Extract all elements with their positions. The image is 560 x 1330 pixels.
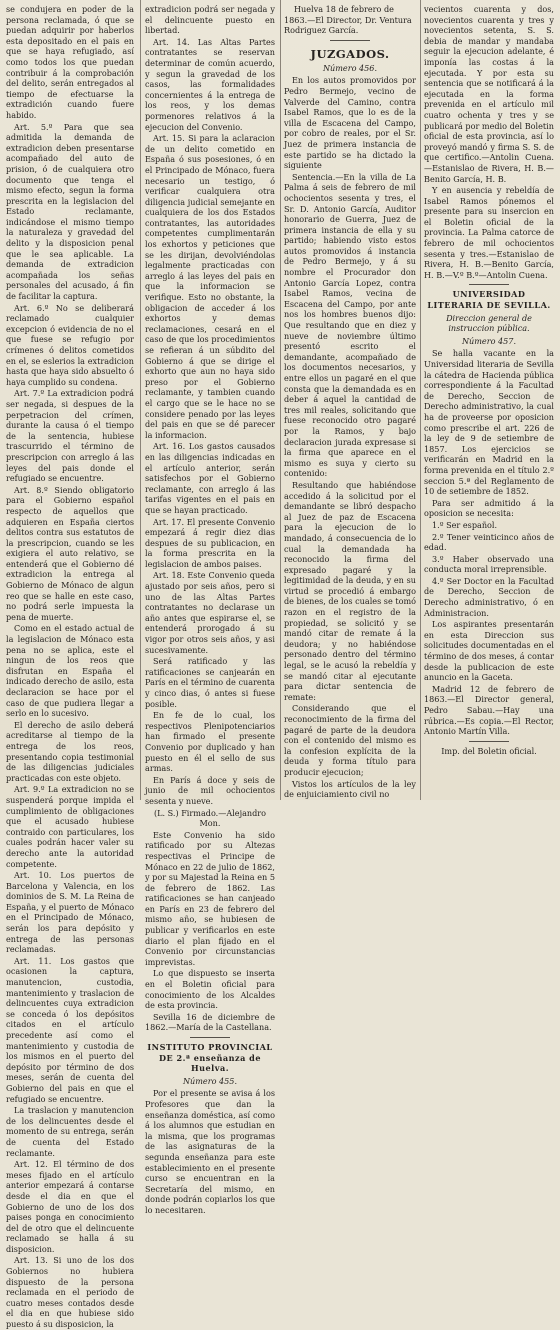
paragraph: El derecho de asilo deberá acreditarse al tiempo de la entrega de los reos, presentando copia testimonial de las diligencias judiciales practicadas con este objeto. xyxy=(6,719,134,783)
section-heading-juzgados: JUZGADOS. xyxy=(310,46,390,61)
date-line: En París á doce y seis de junio de mil ochocientos sesenta y nueve. xyxy=(145,774,275,806)
article-5: Art. 5.º Para que sea admitida la demanda de extradicion deben presentarse acompañado del auto de prision, ó de cualquiera otro documento que tenga el mismo efecto, segun la forma prescrita en la legislacion del Estado reclamante, indicándose el mismo tiempo la naturaleza y gravedad del delito y la disposicion penal que le sea aplicable. La demanda de extradicion acompañada los señas personales del acusado, á fin de facilitar la captura. xyxy=(6,121,134,302)
column-3 xyxy=(284,4,417,800)
article-7: Art. 7.º La extradicion podrá ser negada, si despues de la perpetracion del crímen, durante la causa ó el tiempo de la sentencia, hubiese trascurrido el término de prescripcion con arreglo á las leyes del pais donde el refugiado se encuentre. xyxy=(6,388,134,484)
paragraph: Para ser admitido á la oposicion se necesita: xyxy=(424,497,554,519)
paragraph: Por el presente se avisa á los Profesores que dan la enseñanza doméstica, así como á los alumnos que estudian en la misma, que los programas de las asignaturas de la segunda enseñanza para este establecimiento en el presente curso se encuentran en la Secretaría del mismo, en donde podrán copiarlos los que lo necesitaren. xyxy=(145,1088,275,1215)
article-14: Art. 14. Las Altas Partes contratantes se reservan determinar de común acuerdo, y segun la gravedad de los casos, las formalidades concernientes á la entrega de los reos, y los demas pormenores relativos á la ejecucion del Convenio. xyxy=(145,36,275,132)
requirement-item: 1.º Ser español. xyxy=(432,519,498,530)
article-18: Art. 18. Este Convenio queda ajustado por seis años, pero si uno de las Altas Partes contratantes no declarase un año antes que espirarse el, se entenderá prorogado á su vigor por otros seis años, y asi sucesivamente. xyxy=(145,570,275,655)
article-9: Art. 9.º La extradicion no se suspenderá porque impida el cumplimiento de obligaciones que el acusado hubiese contraido con particulares, los cuales podrán hacer valer su derecho ante la autoridad competente. xyxy=(6,784,134,869)
signature: Huelva 18 de febrero de 1863.—El Director, Dr. Ventura Rodriguez García. xyxy=(284,4,412,36)
column-rule xyxy=(420,0,421,800)
paragraph: Este Convenio ha sido ratificado por su Altezas respectivas el Principe de Mónaco en 22 de julio de 1862, y por su Majestad la Reina en 5 de febrero de 1862. Las ratificaciones se han canjeado en París en 23 de febrero del mismo año, se hubiesen de publicar y verificarlos en este diario el plan fijado en el Convenio por circunstancias imprevistas. xyxy=(145,829,275,967)
signature: Sevilla 16 de diciembre de 1862.—María de la Castellana. xyxy=(145,1011,275,1033)
column-1 xyxy=(6,4,134,1330)
signature: (L. S.) Firmado.—Alejandro Mon. xyxy=(153,807,267,829)
requirement-item: 2.º Tener veinticinco años de edad. xyxy=(424,531,554,553)
article-15: Art. 15. Si para la aclaracion de un delito cometido en España ó sus posesiones, ó en el Principado de Mónaco, fuera necesario un testigo, ó verificar cualquiera otra diligencia judicial semejante en cualquiera de los dos Estados contratantes, las autoridades competentes cumplimentarán los exhortos y peticiones que se les dirijan, devolviéndolas legalmente practicadas con arreglo á las leyes del pais en que la informacion se verifique. Esto no obstante, la obligacion de acceder á los exhortos y demas reclamaciones, cesará en el caso de que los procedimientos se refieran á un súbdito del Gobierno á que se dirige el exhorto que aun no haya sido preso por el Gobierno reclamante, y tambien cuando el cargo que se le hace no se considere penado por las leyes del pais en que se dé parecer la informacion. xyxy=(145,133,275,440)
article-6: Art. 6.º No se deliberará reclamado cualquier excepcion ó evidencia de no el que fuese se refugio por crímenes ó delitos cometidos en el, se eslerios la extradicion hasta que haya sido absuelto ó haya cumplido su condena. xyxy=(6,302,134,387)
column-2 xyxy=(145,4,275,1215)
printer-imprint: Imp. del Boletin oficial. xyxy=(441,745,537,756)
article-16: Art. 16. Los gastos causados en las diligencias indicadas en el artículo anterior, serán satisfechos por el Gobierno reclamante, con arreglo á las tarifas vigentes en el pais en que se hayan practicado. xyxy=(145,441,275,515)
requirement-item: 4.º Ser Doctor en la Facultad de Derecho, Seccion de Derecho administrativo, ó en Administracion. xyxy=(424,575,554,618)
paragraph: Vistos los artículos de la ley de enjuiciamiento civil no xyxy=(284,778,416,800)
paragraph: Resultando que habiéndose accedido á la solicitud por el demandante se libró despacho al Juez de paz de Escacena para la ejecucion de lo mandado, á consecuencia de lo cual la demandada ha reconocido la firma del expresado pagaré y la legitimidad de la deuda, y en su virtud se procedió á embargo de bienes, de los cuales se tomó razon en el registro de la propiedad, se solicitó y se mandó citar de remate á la deudora; y no habiéndose personado dentro del término legal, se le acusó la rebeldía y se mandó citar al ejecutante para dictar sentencia de remate: xyxy=(284,479,417,702)
section-heading-instituto: INSTITUTO PROVINCIAL DE 2.ª enseñanza de Huelva. xyxy=(147,1042,273,1074)
column-4 xyxy=(424,4,554,794)
paragraph: La traslacion y manutencion de los delincuentes desde el momento de su entrega, serán de cuenta del Estado reclamante. xyxy=(6,1105,134,1158)
column-rule xyxy=(280,0,281,800)
paragraph: extradicion podrá ser negada y el delincuente puesto en libertad. xyxy=(145,4,275,36)
paragraph: Como en el estado actual de la legislacion de Mónaco esta pena no se aplica, este el ningun de los reos que disfrutan en España el indicado derecho de asilo, esta declaracion se hace por el caso de que pudiera llegar a serlo en lo sucesivo. xyxy=(6,623,134,719)
article-12: Art. 12. El término de dos meses fijado en el artículo anterior empezará á contarse desde el dia en que el Gobierno de uno de los dos paises ponga en conocimiento del de otro que el delincuente reclamado se halla á su disposicion. xyxy=(6,1159,134,1254)
paragraph: Y en ausencia y rebeldía de Isabel Ramos pónemos el presente para su insercion en el Boletin oficial de la provincia. La Palma catorce de febrero de mil ochocientos sesenta y tres.—Estanislao de Rivera, H. B.—Benito García, H. B.—V.º B.º—Antolin Cuena. xyxy=(424,185,554,280)
section-number: Número 456. xyxy=(322,62,378,73)
divider xyxy=(330,40,370,41)
section-number: Número 455. xyxy=(182,1075,238,1086)
divider xyxy=(469,741,509,742)
paragraph: Los aspirantes presentarán en esta Direccion sus solicitudes documentadas en el término de dos meses, á contar desde la publicacion de este anuncio en la Gaceta. xyxy=(424,619,554,683)
article-8: Art. 8.º Siendo obligatorio para el Gobierno español respecto de aquellos que adquieren en España ciertos delitos contra sus estatutos de la prescripcion, cuando se les exigiera el auto relativo, se entenderá que el Gobierno dé extradicion la entrega al Gobierno de Mónaco de algun reo que se halle en este caso, no podrá serle impuesta la pena de muerte. xyxy=(6,484,134,622)
section-heading-universidad: UNIVERSIDAD LITERARIA DE SEVILLA. xyxy=(427,289,551,311)
article-13: Art. 13. Si uno de los dos Gobiernos no hubiera dispuesto de la persona reclamada en el periodo de cuatro meses contados desde el dia en que hubiese sido puesto á su disposicion, la xyxy=(6,1255,134,1330)
article-11: Art. 11. Los gastos que ocasionen la captura, manutencion, custodia, mantenimiento y traslacion de delincuentes cuya extradicion se conceda ó los depósitos citados en el artículo precedente así como el mantenimiento y custodia de los mismos en el puerto del depósito por término de dos meses, serán de cuenta del Gobierno del pais en que el refugiado se encuentre. xyxy=(6,955,134,1104)
article-10: Art. 10. Los puertos de Barcelona y Valencia, en los dominios de S. M. La Reina de España, y el puerto de Mónaco en el Principado de Mónaco, serán los para depósito y entrega de las personas reclamadas. xyxy=(6,870,134,955)
divider xyxy=(190,1037,230,1038)
subheading: Direccion general de instruccion pública. xyxy=(446,312,532,334)
paragraph: En los autos promovidos por Pedro Bermejo, vecino de Valverde del Camino, contra Isabel Ramos, que lo es de la villa de Escacena del Campo, por cobro de reales, por el Sr. Juez de primera instancia de este partido se ha dictado la siguiente xyxy=(284,75,416,171)
signature: Madrid 12 de febrero de 1863.—El Director general, Pedro Sabau.—Hay una rúbrica.—Es copia.—El Rector, Antonio Martín Villa. xyxy=(424,683,554,737)
paragraph: Lo que dispuesto se inserta en el Boletin oficial para conocimiento de los Alcaldes de esta provincia. xyxy=(145,968,275,1011)
column-rule xyxy=(140,0,141,800)
paragraph: Se halla vacante en la Universidad literaria de Sevilla la cátedra de Hacienda pública correspondiente á la Facultad de Derecho, Seccion de Derecho administrativo, la cual ha de proveerse por oposicion como prescribe el art. 226 de la ley de 9 de setiembre de 1857. Los ejercicios se verificarán en Madrid en la forma prevenida en el título 2.º seccion 5.ª del Reglamento de 10 de setiembre de 1852. xyxy=(424,348,554,497)
paragraph: se condujera en poder de la persona reclamada, ó que se puedan adquirir por haberlos esta depositado en el pais en que se haya refugiado, así como todos los que puedan contribuir á la comprobación del delito, serán entregados al tiempo de efectuarse la extradición cuando fuere habido. xyxy=(6,4,134,120)
requirement-item: 3.º Haber observado una conducta moral irreprensible. xyxy=(424,553,554,575)
section-number: Número 457. xyxy=(461,335,517,346)
paragraph: Considerando que el reconocimiento de la firma del pagaré de parte de la deudora con el contenido del mismo es la confesion explícita de la deuda y forma título para producir ejecucion; xyxy=(284,703,416,777)
paragraph: Será ratificado y las ratificaciones se canjearán en París en el término de cuarenta y cinco dias, ó antes si fuese posible. xyxy=(145,656,275,709)
sentencia: Sentencia.—En la villa de La Palma á seis de febrero de mil ochocientos sesenta y tres, el Sr. D. Antonio García, Auditor honorario de Guerra, Juez de primera instancia de ella y su partido; habiendo visto estos autos promovidos á instancia de Pedro Bermejo, y á su nombre el Procurador don Antonio García Lopez, contra Isabel Ramos, vecina de Escacena del Campo, por ante nos los hombres buenos dijo: Que resultando que en diez y nueve de noviembre último presentó escrito el demandante, acompañado de los documentos necesarios, y entre ellos un pagaré en el que consta que la demandada es en deber á aquel la cantidad de tres mil reales, solicitando que fuese reconocido otro pagaré por la Ramos, y bajo declaracion jurada expresase si la firma que aparece en el mismo es suya y cierto su contenido: xyxy=(284,171,416,479)
article-17: Art. 17. El presente Convenio empezará á regir diez dias despues de su publicacion, en la forma prescrita en la legislacion de ambos paises. xyxy=(145,516,275,569)
paragraph: En fe de lo cual, los respectivos Plenipotenciarios han firmado el presente Convenio por duplicado y han puesto en él el sello de sus armas. xyxy=(145,710,275,774)
divider xyxy=(469,284,509,285)
paragraph: vecientos cuarenta y dos, novecientos cuarenta y tres y novecientos setenta, S. S. debia de mandar y mandaba seguir la ejecucion adelante, é imponía las costas á la ejecutada. Y por esta su sentencia que se notificará á la ejecutada en la forma prevenida en el artículo mil cuatro ochenta y tres y se publicará por medio del Boletin oficial de esta provincia, así lo proveyó mandó y firma S. S. de que certifico.—Antolin Cuena.—Estanislao de Rivera, H. B.—Benito García, H. B. xyxy=(424,4,554,184)
